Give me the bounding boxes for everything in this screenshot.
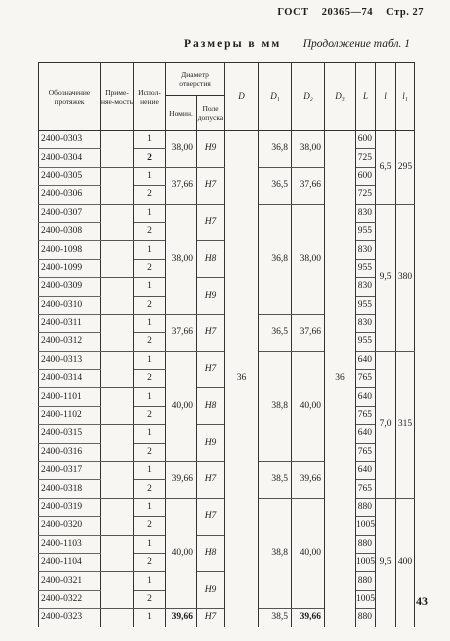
version-cell: 1 [134,388,166,406]
applicability-cell [101,498,134,516]
row-code: 2400-1103 [39,535,101,553]
tolerance-field: H7 [197,351,225,388]
version-cell: 1 [134,167,166,185]
version-cell: 2 [134,149,166,167]
row-code: 2400-0318 [39,480,101,498]
diameter-D1: 36,8 [259,131,292,168]
length-L: 765 [356,406,376,424]
row-code: 2400-0321 [39,572,101,590]
applicability-cell [101,517,134,535]
row-code: 2400-0322 [39,590,101,608]
tolerance-field: H9 [197,572,225,609]
row-code: 2400-0309 [39,278,101,296]
length-L: 600 [356,167,376,185]
applicability-cell [101,204,134,222]
row-code: 2400-0305 [39,167,101,185]
applicability-cell [101,406,134,424]
diameter-D1: 38,8 [259,498,292,608]
row-code: 2400-1098 [39,241,101,259]
length-L: 725 [356,149,376,167]
length-l1: 380 [396,204,415,351]
length-L: 640 [356,388,376,406]
diameter-D1: 38,5 [259,609,292,627]
col-applicability: Приме-няе-мость [101,63,134,131]
length-L: 1005 [356,553,376,571]
page-label: Стр. 27 [386,7,424,18]
broach-dimensions-table [38,62,415,627]
diameter-D1: 36,5 [259,167,292,204]
version-cell: 1 [134,241,166,259]
row-code: 2400-0311 [39,314,101,332]
version-cell: 1 [134,425,166,443]
applicability-cell [101,186,134,204]
tolerance-field: H7 [197,498,225,535]
row-code: 2400-0312 [39,333,101,351]
version-cell: 1 [134,351,166,369]
row-code: 2400-0317 [39,462,101,480]
diameter-D2: 39,66 [292,609,325,627]
nominal-diameter: 38,00 [166,204,197,314]
length-L: 1005 [356,590,376,608]
version-cell: 1 [134,131,166,149]
row-code: 2400-1099 [39,259,101,277]
length-L: 640 [356,425,376,443]
version-cell: 2 [134,296,166,314]
tolerance-field: H7 [197,609,225,627]
row-code: 2400-0310 [39,296,101,314]
version-cell: 2 [134,480,166,498]
length-L: 880 [356,572,376,590]
diameter-D1: 38,5 [259,462,292,499]
nominal-diameter: 39,66 [166,609,197,627]
applicability-cell [101,351,134,369]
tolerance-field: H7 [197,314,225,351]
version-cell: 1 [134,572,166,590]
applicability-cell [101,259,134,277]
version-cell: 2 [134,259,166,277]
applicability-cell [101,167,134,185]
applicability-cell [101,296,134,314]
length-L: 725 [356,186,376,204]
tolerance-field: H9 [197,131,225,168]
applicability-cell [101,609,134,627]
diameter-D2: 38,00 [292,131,325,168]
version-cell: 2 [134,443,166,461]
diameter-D: 36 [225,131,259,627]
diameter-D2: 38,00 [292,204,325,314]
version-cell: 2 [134,590,166,608]
length-L: 765 [356,443,376,461]
applicability-cell [101,149,134,167]
nominal-diameter: 39,66 [166,462,197,499]
applicability-cell [101,535,134,553]
length-L: 640 [356,351,376,369]
applicability-cell [101,462,134,480]
diameter-D1: 38,8 [259,351,292,461]
length-L: 830 [356,314,376,332]
col-D2: D₂ [292,63,325,131]
continuation-caption: Продолжение табл. 1 [302,38,410,50]
col-version: Испол-нение [134,63,166,131]
applicability-cell [101,572,134,590]
version-cell: 1 [134,278,166,296]
row-code: 2400-0307 [39,204,101,222]
diameter-D3: 36 [325,131,356,627]
length-L: 765 [356,480,376,498]
row-code: 2400-1102 [39,406,101,424]
tolerance-field: H9 [197,278,225,315]
applicability-cell [101,480,134,498]
row-code: 2400-0314 [39,370,101,388]
diameter-D2: 40,00 [292,498,325,608]
length-l1: 315 [396,351,415,498]
length-l: 7,0 [376,351,396,498]
units-caption: Размеры в мм [184,38,282,50]
col-l: l [376,63,396,131]
applicability-cell [101,553,134,571]
nominal-diameter: 40,00 [166,498,197,608]
applicability-cell [101,590,134,608]
row-code: 2400-0319 [39,498,101,516]
length-L: 880 [356,609,376,627]
length-l1: 295 [396,131,415,205]
length-L: 1005 [356,517,376,535]
length-L: 830 [356,204,376,222]
nominal-diameter: 37,66 [166,167,197,204]
tolerance-field: H7 [197,167,225,204]
applicability-cell [101,443,134,461]
page-header [267,7,424,18]
version-cell: 2 [134,333,166,351]
row-code: 2400-0303 [39,131,101,149]
col-l1: l₁ [396,63,415,131]
version-cell: 2 [134,222,166,240]
applicability-cell [101,278,134,296]
col-nominal: Номин. [166,96,197,131]
tolerance-field: H8 [197,388,225,425]
applicability-cell [101,370,134,388]
applicability-cell [101,333,134,351]
length-L: 600 [356,131,376,149]
col-L: L [356,63,376,131]
applicability-cell [101,388,134,406]
length-L: 955 [356,296,376,314]
version-cell: 1 [134,314,166,332]
nominal-diameter: 38,00 [166,131,197,168]
row-code: 2400-0308 [39,222,101,240]
col-D: D [225,63,259,131]
length-L: 955 [356,259,376,277]
diameter-D2: 37,66 [292,167,325,204]
applicability-cell [101,222,134,240]
applicability-cell [101,131,134,149]
tolerance-field: H7 [197,462,225,499]
version-cell: 2 [134,517,166,535]
diameter-D2: 39,66 [292,462,325,499]
tolerance-field: H9 [197,425,225,462]
row-code: 2400-0313 [39,351,101,369]
length-l: 9,5 [376,498,396,626]
length-L: 955 [356,333,376,351]
col-tolerance: Поле допуска [197,96,225,131]
row-code: 2400-0316 [39,443,101,461]
length-L: 880 [356,498,376,516]
tolerance-field: H8 [197,535,225,572]
length-l: 6,5 [376,131,396,205]
nominal-diameter: 37,66 [166,314,197,351]
col-D3: D₃ [325,63,356,131]
applicability-cell [101,241,134,259]
row-code: 2400-0304 [39,149,101,167]
version-cell: 2 [134,186,166,204]
version-cell: 1 [134,535,166,553]
page-number: 43 [416,594,428,608]
length-L: 880 [356,535,376,553]
standard-label: ГОСТ [277,7,309,18]
row-code: 2400-1104 [39,553,101,571]
diameter-D1: 36,5 [259,314,292,351]
version-cell: 1 [134,498,166,516]
length-l: 9,5 [376,204,396,351]
col-hole-diameter: Диаметр отверстия [166,63,225,96]
row-code: 2400-0320 [39,517,101,535]
version-cell: 1 [134,462,166,480]
version-cell: 2 [134,553,166,571]
length-L: 640 [356,462,376,480]
row-code: 2400-0323 [39,609,101,627]
col-D1: D₁ [259,63,292,131]
version-cell: 1 [134,609,166,627]
diameter-D2: 37,66 [292,314,325,351]
row-code: 2400-1101 [39,388,101,406]
length-L: 830 [356,241,376,259]
length-L: 830 [356,278,376,296]
applicability-cell [101,425,134,443]
row-code: 2400-0306 [39,186,101,204]
standard-number: 20365—74 [321,7,374,18]
row-code: 2400-0315 [39,425,101,443]
diameter-D2: 40,00 [292,351,325,461]
length-L: 765 [356,370,376,388]
length-l1: 400 [396,498,415,626]
tolerance-field: H8 [197,241,225,278]
nominal-diameter: 40,00 [166,351,197,461]
diameter-D1: 36,8 [259,204,292,314]
applicability-cell [101,314,134,332]
subtitle-row [0,38,450,54]
length-L: 955 [356,222,376,240]
col-designation: Обозначение протяжек [39,63,101,131]
version-cell: 2 [134,370,166,388]
version-cell: 1 [134,204,166,222]
tolerance-field: H7 [197,204,225,241]
version-cell: 2 [134,406,166,424]
